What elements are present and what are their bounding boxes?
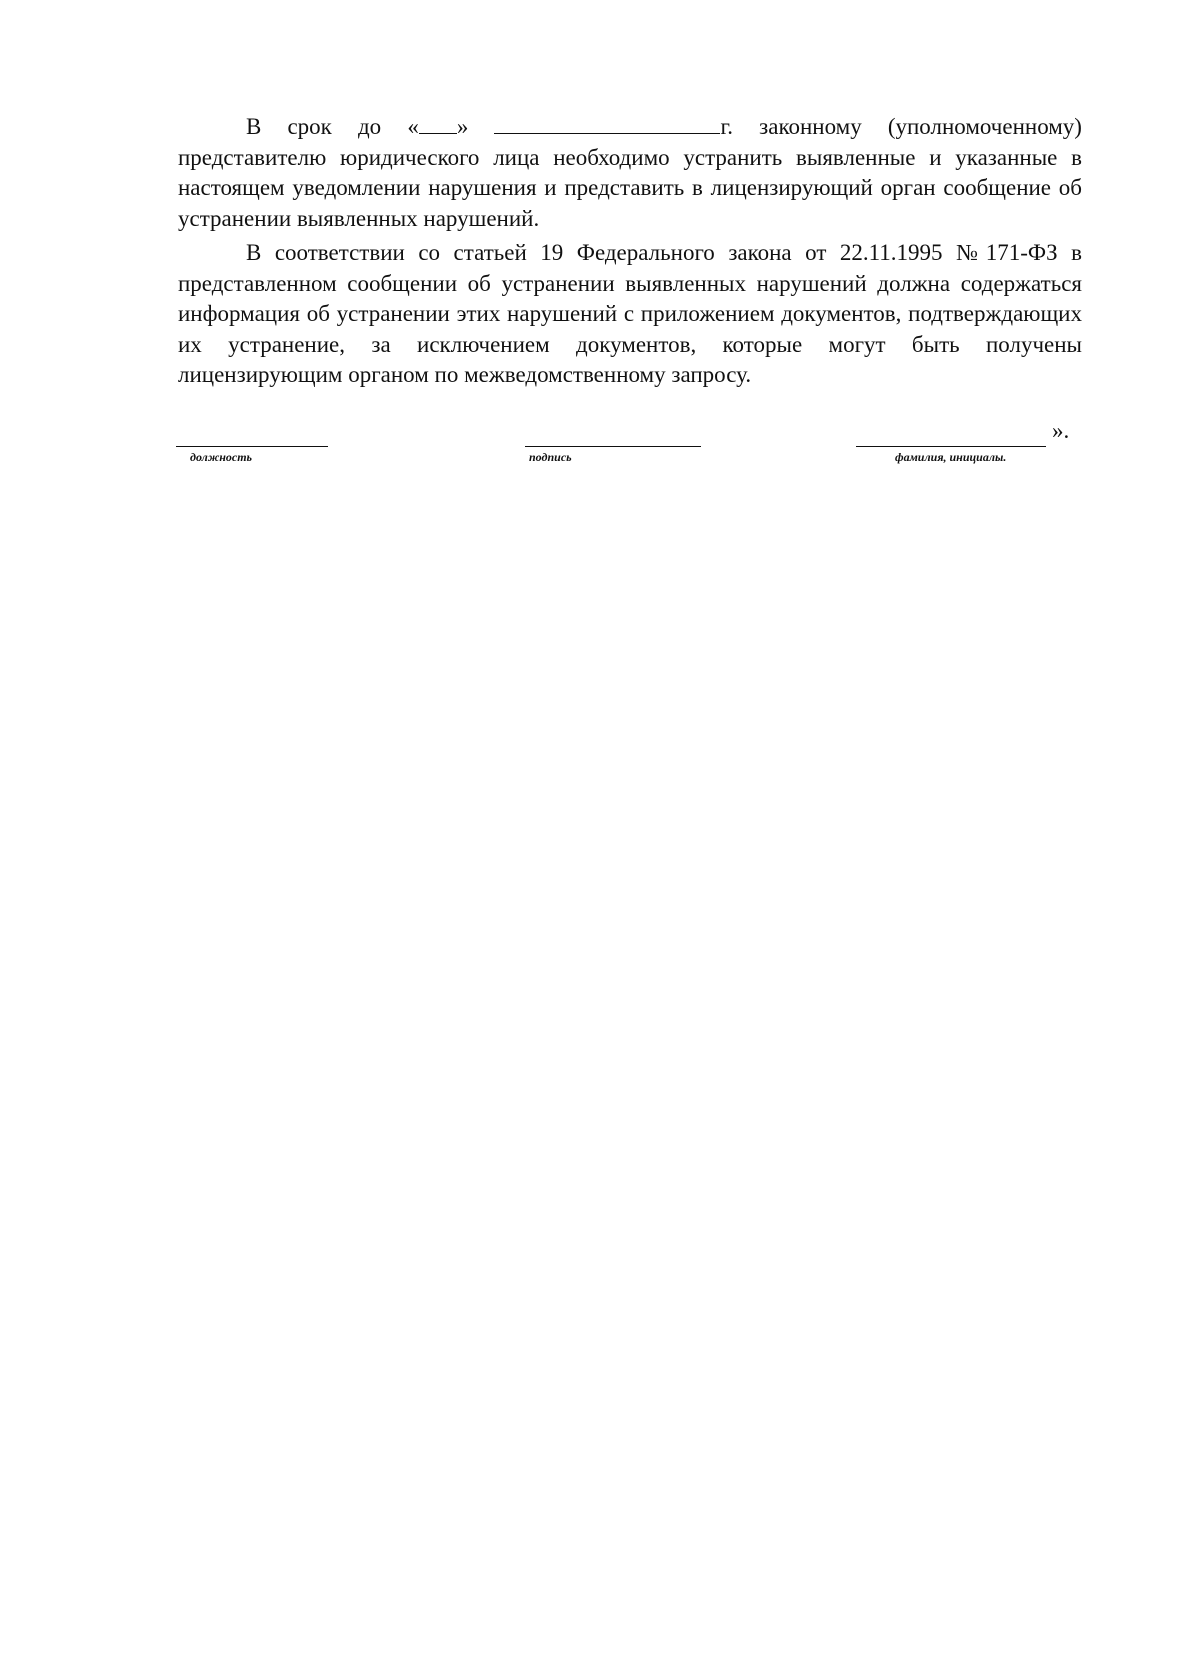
- word-upolnomochennomu: (уполномоченному): [887, 114, 1082, 139]
- month-year-blank[interactable]: [494, 115, 720, 134]
- close-quote: »: [456, 114, 469, 139]
- month-year-field[interactable]: [494, 112, 733, 143]
- name-caption: фамилия, инициалы.: [895, 450, 1007, 464]
- closing-quote: ».: [1052, 418, 1070, 443]
- word-zakonnomu: законному: [759, 114, 862, 139]
- day-field[interactable]: [407, 112, 468, 143]
- word-srok: срок: [287, 114, 332, 139]
- signature-line[interactable]: [525, 446, 701, 447]
- word-do: до: [357, 114, 382, 139]
- word-v: В: [246, 114, 262, 139]
- position-caption: должность: [190, 450, 253, 464]
- day-blank[interactable]: [419, 115, 457, 134]
- deadline-paragraph-rest: представителю юридического лица необходимо устранить выявленные и указанные в настоящем уведомлении нарушения и представить в лицензирующий орган сообщение об устранении выявленных нарушений.: [178, 144, 1082, 231]
- body-text: [178, 112, 1082, 395]
- law-paragraph: В соответствии со статьей 19 Федерального закона от 22.11.1995 №171-ФЗ в представленном сообщении об устранении выявленных нарушений должна содержаться информация об устранении этих нарушений с приложением документов, подтверждающих их устранение, за исключением документов, которые могут быть получены лицензирующим органом по межведомственному запросу.: [178, 240, 1082, 387]
- name-line[interactable]: [856, 446, 1046, 447]
- deadline-line: [178, 112, 1082, 143]
- signature-caption: подпись: [529, 450, 572, 464]
- open-quote: «: [407, 114, 419, 139]
- year-abbrev: г.: [720, 114, 734, 139]
- position-line[interactable]: [176, 446, 328, 447]
